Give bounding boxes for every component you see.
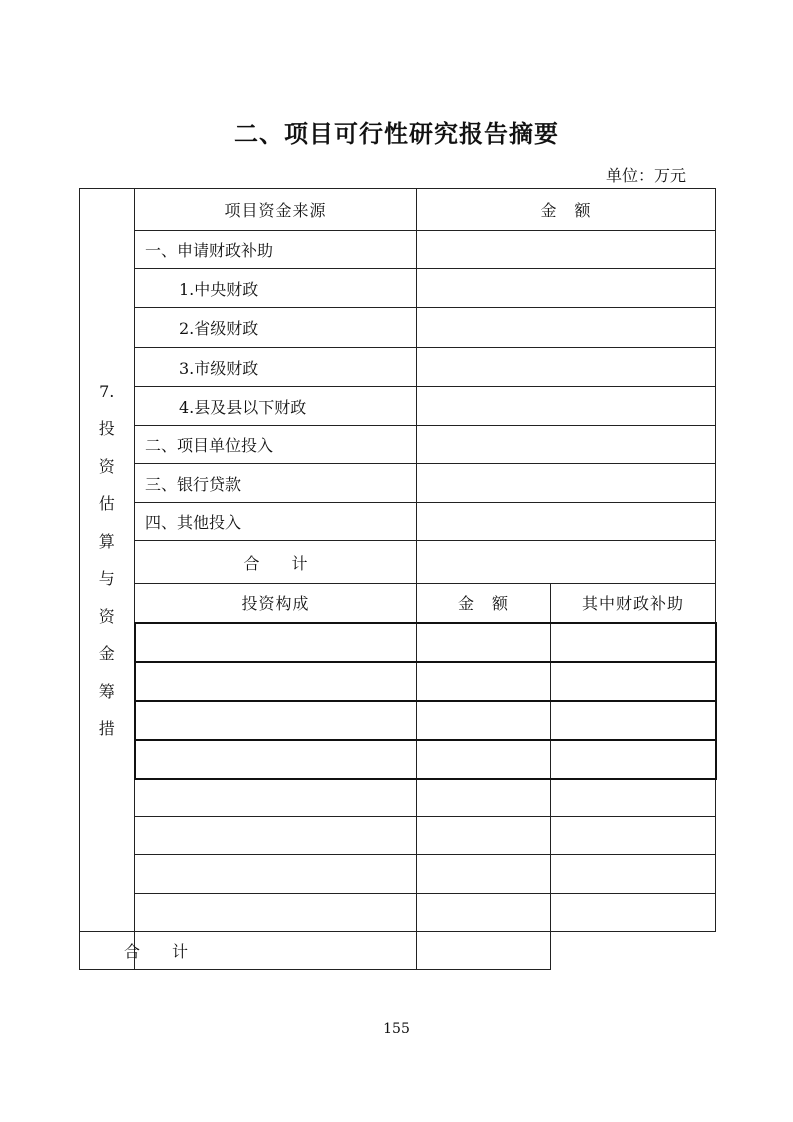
funding-row-label: 四、其他投入 xyxy=(135,503,417,541)
funding-source-header: 项目资金来源 xyxy=(135,189,417,231)
composition-amount-header: 金 额 xyxy=(417,584,551,623)
composition-amount-cell[interactable] xyxy=(417,740,551,779)
investment-form-table xyxy=(79,188,717,970)
funding-row-label: 3.市级财政 xyxy=(135,348,417,387)
funding-amount-cell[interactable] xyxy=(417,503,716,541)
composition-amount-cell[interactable] xyxy=(417,623,551,662)
composition-amount-cell[interactable] xyxy=(417,701,551,740)
unit-label: 单位：万元 xyxy=(605,166,686,185)
funding-row-label: 1.中央财政 xyxy=(135,269,417,308)
composition-item-cell[interactable] xyxy=(135,855,417,894)
section-label-cell xyxy=(80,189,135,932)
composition-item-cell[interactable] xyxy=(135,662,417,701)
composition-subsidy-cell[interactable] xyxy=(551,817,716,855)
composition-subsidy-cell[interactable] xyxy=(551,779,716,817)
composition-total-label: 合 计 xyxy=(80,932,135,970)
composition-item-cell[interactable] xyxy=(135,740,417,779)
composition-subsidy-cell[interactable] xyxy=(551,894,716,932)
funding-amount-cell[interactable] xyxy=(417,426,716,464)
composition-item-cell[interactable] xyxy=(135,894,417,932)
funding-total-label: 合 计 xyxy=(135,541,417,584)
funding-total-amount-cell[interactable] xyxy=(417,541,716,584)
composition-amount-cell[interactable] xyxy=(417,817,551,855)
funding-row-label: 一、申请财政补助 xyxy=(135,231,417,269)
composition-subsidy-cell[interactable] xyxy=(551,701,716,740)
funding-amount-cell[interactable] xyxy=(417,231,716,269)
composition-subsidy-cell[interactable] xyxy=(551,740,716,779)
composition-subsidy-cell[interactable] xyxy=(551,662,716,701)
composition-amount-cell[interactable] xyxy=(417,855,551,894)
composition-item-cell[interactable] xyxy=(135,701,417,740)
composition-amount-cell[interactable] xyxy=(417,662,551,701)
page-title: 二、项目可行性研究报告摘要 xyxy=(234,120,559,148)
funding-row-label: 三、银行贷款 xyxy=(135,464,417,503)
composition-subsidy-header: 其中财政补助 xyxy=(551,584,716,623)
funding-amount-cell[interactable] xyxy=(417,348,716,387)
composition-item-cell[interactable] xyxy=(135,623,417,662)
composition-subsidy-cell[interactable] xyxy=(551,623,716,662)
funding-row-label: 二、项目单位投入 xyxy=(135,426,417,464)
composition-item-cell[interactable] xyxy=(135,779,417,817)
composition-amount-cell[interactable] xyxy=(417,779,551,817)
composition-amount-cell[interactable] xyxy=(417,894,551,932)
composition-total-subsidy-cell[interactable] xyxy=(417,932,551,970)
composition-subsidy-cell[interactable] xyxy=(551,855,716,894)
funding-row-label: 4.县及县以下财政 xyxy=(135,387,417,426)
page-number: 155 xyxy=(383,1021,410,1037)
funding-amount-header: 金 额 xyxy=(417,189,716,231)
funding-row-label: 2.省级财政 xyxy=(135,308,417,348)
section-label: 7. 投 资 估 算 与 资 金 筹 措 xyxy=(98,381,115,738)
funding-amount-cell[interactable] xyxy=(417,308,716,348)
funding-amount-cell[interactable] xyxy=(417,464,716,503)
composition-header: 投资构成 xyxy=(135,584,417,623)
composition-item-cell[interactable] xyxy=(135,817,417,855)
funding-amount-cell[interactable] xyxy=(417,387,716,426)
funding-amount-cell[interactable] xyxy=(417,269,716,308)
